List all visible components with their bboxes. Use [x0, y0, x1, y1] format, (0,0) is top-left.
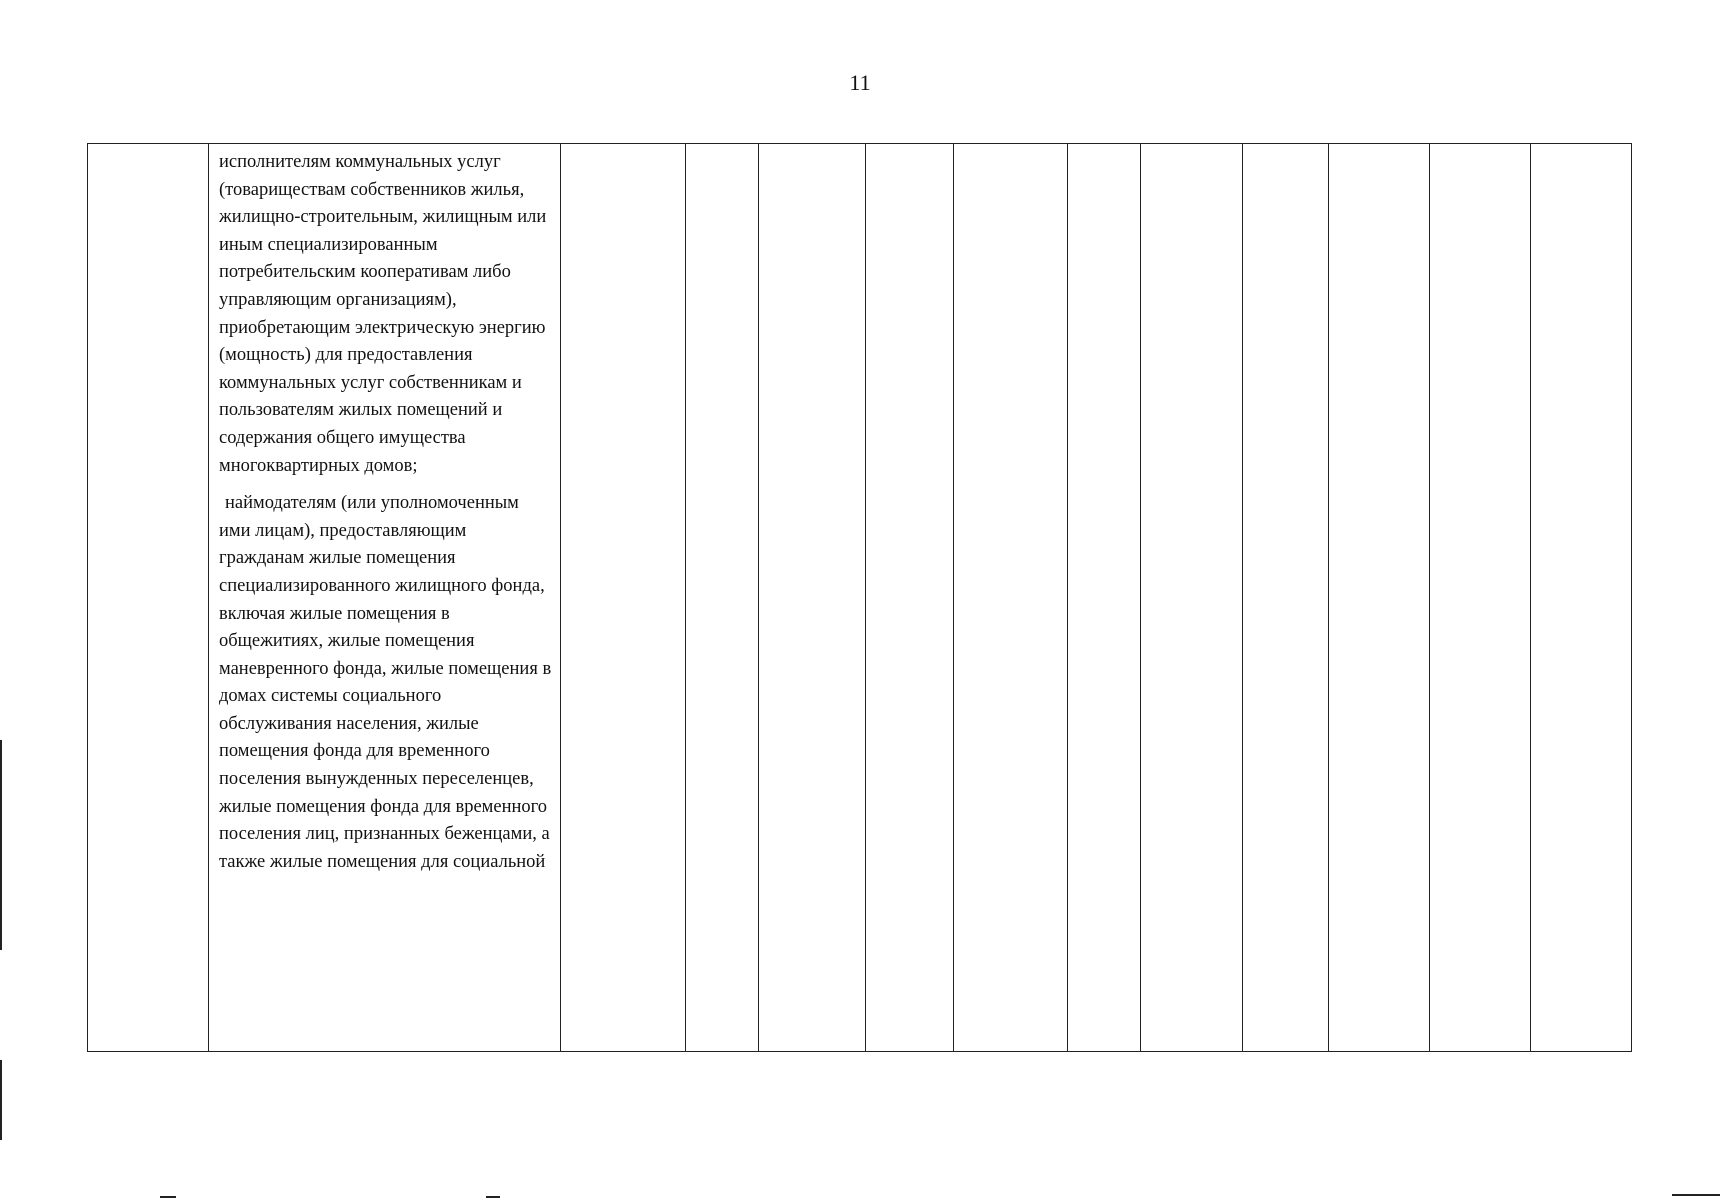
- table-cell-empty: [561, 144, 686, 1052]
- scan-edge-mark: [0, 1060, 2, 1140]
- table-cell-description: [209, 144, 561, 1052]
- table-cell-number: [88, 144, 209, 1052]
- table-cell-empty: [1430, 144, 1531, 1052]
- table-cell-empty: [686, 144, 759, 1052]
- table-cell-empty: [759, 144, 866, 1052]
- table-cell-empty: [1329, 144, 1430, 1052]
- table-cell-empty: [954, 144, 1068, 1052]
- data-table: [87, 143, 1632, 1052]
- table-cell-empty: [1141, 144, 1243, 1052]
- table-row: [88, 144, 1632, 1052]
- description-paragraph: исполнителям коммунальных услуг (товариществам собственников жилья, жилищно-строительным, жилищным или иным специализированным потребительским кооперативам либо управляющим организациям), приобретающим электрическую энергию (мощность) для предоставления коммунальных услуг собственникам и пользователям жилых помещений и содержания общего имущества многоквартирных домов;: [219, 152, 547, 476]
- description-paragraph: наймодателям (или уполномоченным ими лицам), предоставляющим гражданам жилые помещения специализированного жилищного фонда, включая жилые помещения в общежитиях, жилые помещения маневренного фонда, жилые помещения в домах системы социального обслуживания населения, жилые помещения фонда для временного поселения вынужденных переселенцев, жилые помещения фонда для временного поселения лиц, признанных беженцами, а также жилые помещения для социальной: [219, 493, 552, 872]
- table-cell-empty: [1068, 144, 1141, 1052]
- scan-edge-mark: [160, 1196, 176, 1198]
- table-cell-empty: [1531, 144, 1632, 1052]
- table-cell-empty: [866, 144, 954, 1052]
- table-cell-empty: [1243, 144, 1329, 1052]
- scan-edge-mark: [1672, 1194, 1720, 1196]
- scan-edge-mark: [486, 1196, 500, 1198]
- scan-edge-mark: [0, 740, 2, 950]
- page-number: 11: [849, 70, 871, 95]
